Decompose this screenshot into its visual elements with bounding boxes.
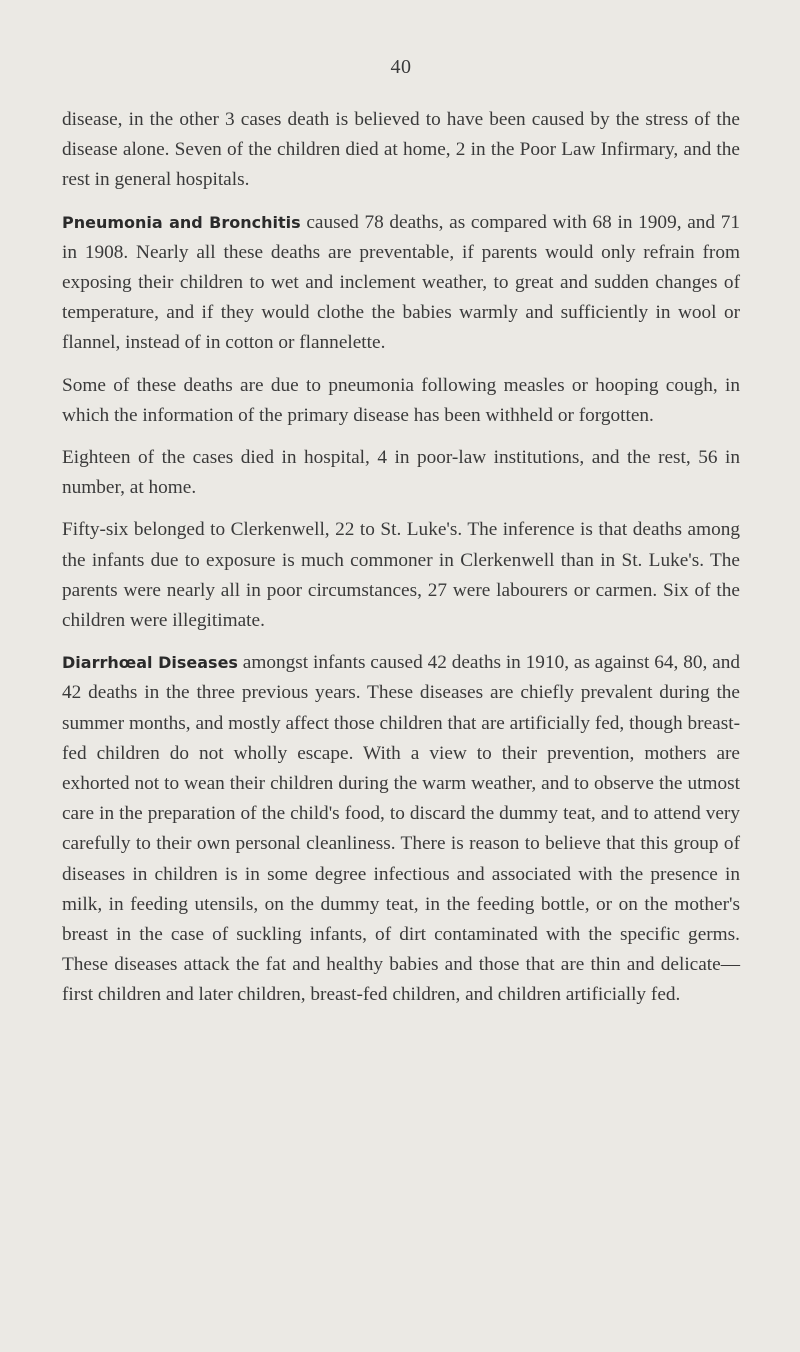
paragraph-text: amongst infants caused 42 deaths in 1910, as against 64, 80, and 42 deaths in the three previous years. These diseases are chiefly prevalent during the summer months, and mostly affect those children that are artificially fed, though breast-fed children do not wholly escape. With a view to their prevention, mothers are exhorted not to wean their children during the warm weather, and to observe the utmost care in the preparation of the child's food, to discard the dummy teat, and to attend very carefully to their own personal cleanliness. There is reason to believe that this group of diseases in children is in some degree infectious and associated with the presence in milk, in feeding utensils, on the dummy teat, in the feeding bottle, or on the mother's breast in the case of suckling infants, of dirt contaminated with the specific germs. These diseases attack the fat and healthy babies and those that are thin and delicate—first children and later children, breast-fed children, and children artificially fed. [62,652,740,1006]
paragraph-diarrhoeal [62,648,740,1010]
paragraph-districts [62,515,740,636]
section-heading: Pneumonia and Bronchitis [62,212,301,232]
paragraph-text: Eighteen of the cases died in hospital, 4 in poor-law institutions, and the rest, 56 in number, at home. [62,447,740,499]
paragraph-text: Some of these deaths are due to pneumonia following measles or hooping cough, in which the information of the primary disease has been withheld or forgotten. [62,374,740,426]
paragraph-text: disease, in the other 3 cases death is believed to have been caused by the stress of the disease alone. Seven of the children died at home, 2 in the Poor Law Infirmary, and the rest in general hospitals. [62,109,740,191]
paragraph-pneumonia [62,208,740,359]
paragraph-text: Fifty-six belonged to Clerkenwell, 22 to St. Luke's. The inference is that deaths among the infants due to exposure is much commoner in Clerkenwell than in St. Luke's. The parents were nearly all in poor circumstances, 27 were labourers or carmen. Six of the children were illegitimate. [62,519,740,632]
paragraph-text: caused 78 deaths, as compared with 68 in 1909, and 71 in 1908. Nearly all these deaths are preventable, if parents would only refrain from exposing their children to wet and inclement weather, to great and sudden changes of temperature, and if they would clothe the babies warmly and sufficiently in wool or flannel, instead of in cotton or flannelette. [62,211,740,354]
section-heading: Diarrhœal Diseases [62,653,238,673]
page-number: 40 [390,56,412,78]
paragraph-measles [62,371,740,431]
paragraph-continuation [62,105,740,196]
paragraph-hospital [62,443,740,503]
